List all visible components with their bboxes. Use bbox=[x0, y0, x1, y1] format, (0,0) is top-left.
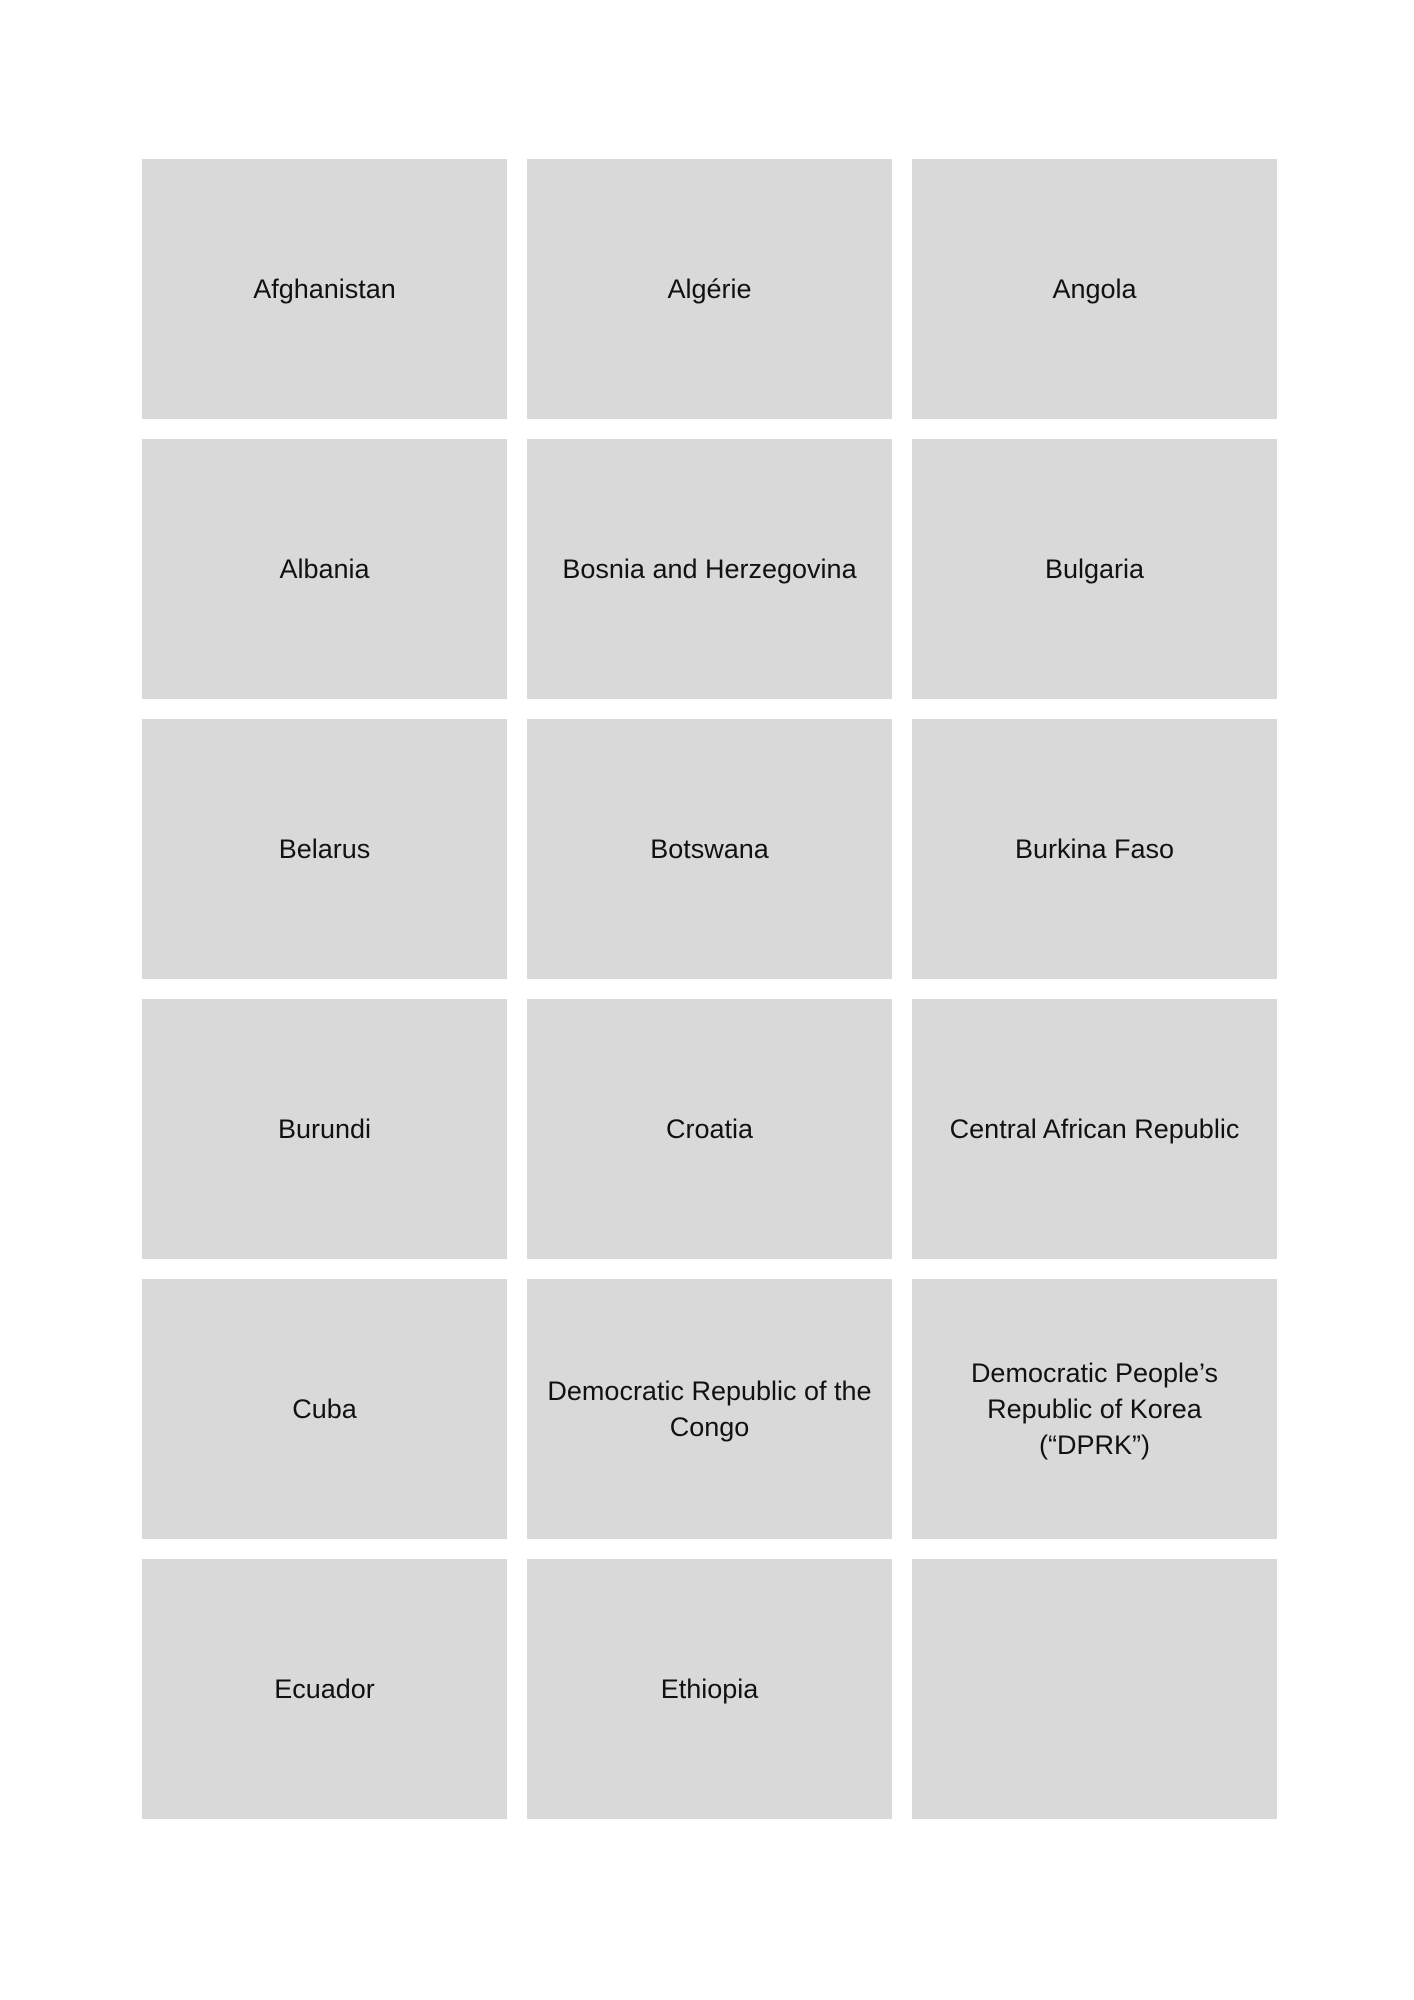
country-card bbox=[912, 999, 1277, 1259]
country-name: Belarus bbox=[278, 834, 371, 864]
country-name: Cuba bbox=[292, 1394, 357, 1424]
country-card bbox=[142, 719, 507, 979]
country-card bbox=[527, 1279, 892, 1539]
country-card bbox=[527, 1559, 892, 1819]
country-name: Democratic Republic of the Congo bbox=[547, 1376, 872, 1442]
country-name: Algérie bbox=[667, 274, 752, 304]
country-name: Croatia bbox=[665, 1114, 754, 1144]
country-card bbox=[527, 159, 892, 419]
country-card bbox=[912, 159, 1277, 419]
country-name: Ecuador bbox=[274, 1674, 375, 1704]
country-card bbox=[912, 1279, 1277, 1539]
country-card bbox=[142, 1279, 507, 1539]
country-card-grid bbox=[142, 159, 1277, 1819]
country-card bbox=[527, 719, 892, 979]
country-card bbox=[142, 159, 507, 419]
country-card bbox=[142, 1559, 507, 1819]
country-name: Angola bbox=[1052, 274, 1137, 304]
country-card bbox=[912, 439, 1277, 699]
country-name: Ethiopia bbox=[660, 1674, 759, 1704]
country-name: Burkina Faso bbox=[1014, 834, 1175, 864]
country-name: Afghanistan bbox=[253, 274, 396, 304]
country-card bbox=[142, 439, 507, 699]
country-name: Democratic People’s Republic of Korea (“DPRK”) bbox=[970, 1358, 1219, 1460]
country-name: Bulgaria bbox=[1044, 554, 1145, 584]
country-card bbox=[527, 999, 892, 1259]
country-name: Burundi bbox=[277, 1114, 372, 1144]
country-name: Albania bbox=[279, 554, 370, 584]
country-name: Central African Republic bbox=[949, 1114, 1240, 1144]
country-name: Bosnia and Herzegovina bbox=[562, 554, 857, 584]
country-card bbox=[142, 999, 507, 1259]
country-card bbox=[912, 719, 1277, 979]
country-card-empty bbox=[912, 1559, 1277, 1819]
country-name: Botswana bbox=[650, 834, 769, 864]
country-card bbox=[527, 439, 892, 699]
